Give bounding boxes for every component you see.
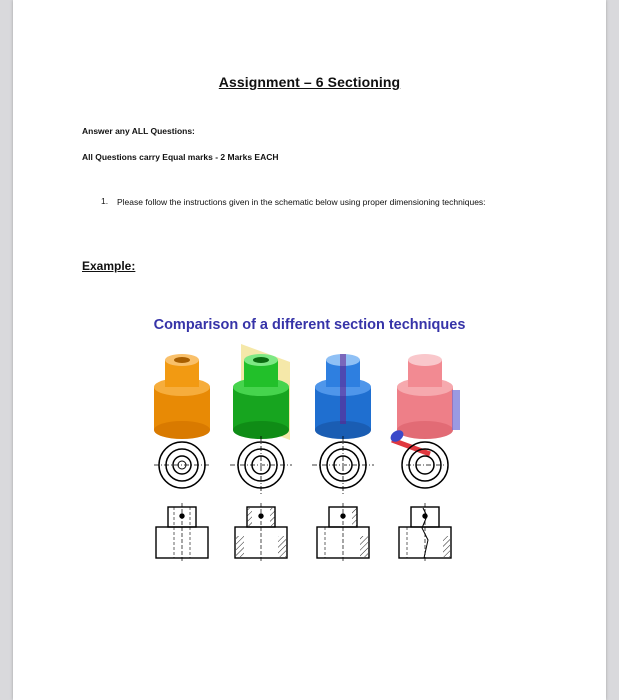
top-view-4 <box>402 442 448 488</box>
example-heading: Example: <box>82 259 136 273</box>
top-view-1 <box>154 442 210 488</box>
question-number: 1. <box>101 196 109 206</box>
front-view-3 <box>317 503 369 562</box>
blue-part-3d <box>315 354 371 439</box>
top-view-3 <box>312 436 374 494</box>
instruction-marks: All Questions carry Equal marks - 2 Marks EACH <box>82 152 279 162</box>
front-view-4 <box>399 503 451 562</box>
assignment-title: Assignment – 6 Sectioning <box>218 74 401 90</box>
question-text: Please follow the instructions given in the schematic below using proper dimensioning techniques: <box>117 197 486 207</box>
green-part-3d <box>233 344 290 440</box>
orange-part-3d <box>154 354 210 439</box>
section-comparison-figure <box>140 340 480 570</box>
front-view-1 <box>156 503 208 562</box>
front-view-2 <box>235 503 287 562</box>
top-view-2 <box>230 436 292 494</box>
figure-title: Comparison of a different section techniques <box>153 317 466 333</box>
instruction-answer-all: Answer any ALL Questions: <box>82 126 195 136</box>
pink-part-3d <box>388 354 460 454</box>
